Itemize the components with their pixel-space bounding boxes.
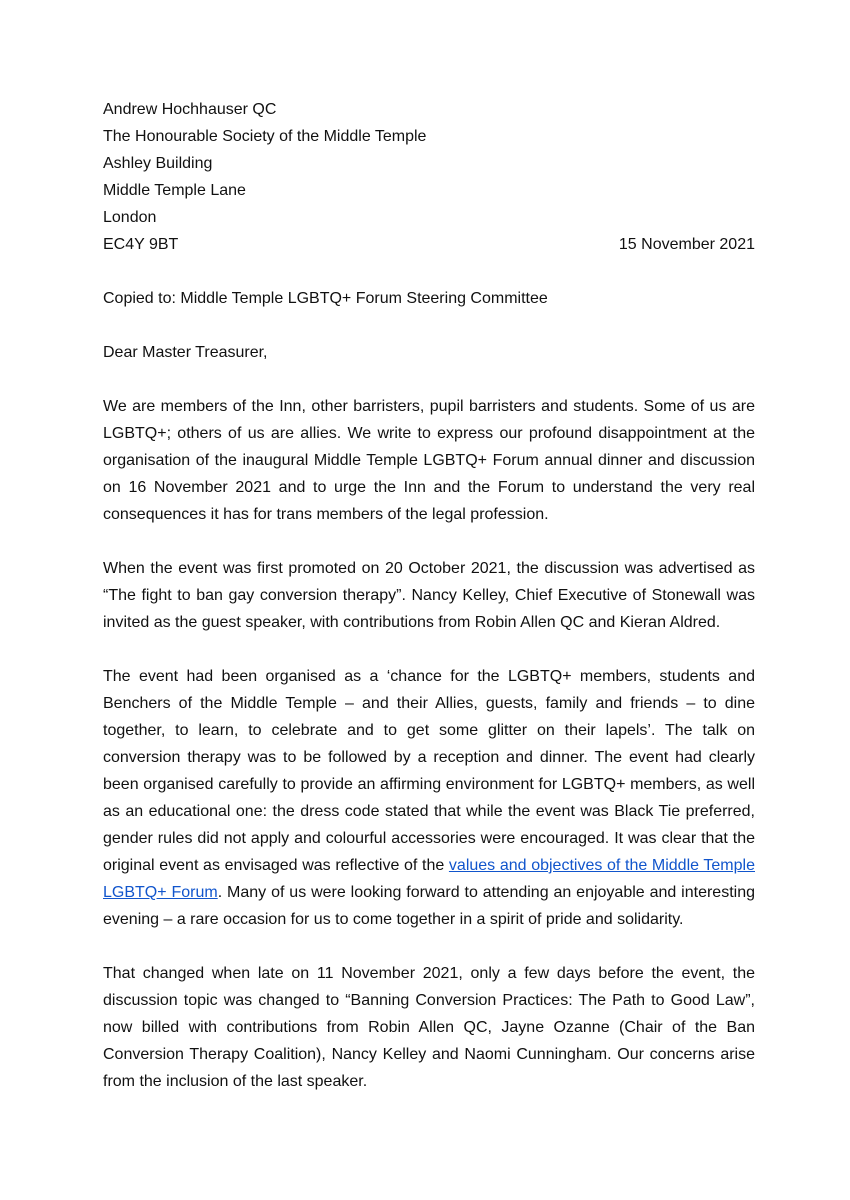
paragraph-3-text-start: The event had been organised as a ‘chance for the LGBTQ+ members, students and Benchers of the Middle Temple – and their Allies, guests, family and friends – to dine together, to learn, to celebrate and to get some glitter on their lapels’. The talk on conversion therapy was to be followed by a reception and dinner. The event had clearly been organised carefully to provide an affirming environment for LGBTQ+ members, as well as an educational one: the dress code stated that while the event was Black Tie preferred, gender rules did not apply and colourful accessories were encouraged. It was clear that the original event as envisaged was reflective of the [103, 668, 755, 874]
recipient-address [103, 96, 755, 258]
forum-values-link[interactable]: values and objectives of the Middle Temple LGBTQ+ Forum [103, 857, 755, 901]
paragraph-1: We are members of the Inn, other barristers, pupil barristers and students. Some of us are LGBTQ+; others of us are allies. We write to express our profound disappointment at the organisation of the inaugural Middle Temple LGBTQ+ Forum annual dinner and discussion on 16 November 2021 and to urge the Inn and the Forum to understand the very real consequences it has for trans members of the legal profession. [103, 398, 755, 523]
recipient-building: Ashley Building [103, 155, 213, 172]
paragraph-3 [103, 663, 755, 933]
paragraph-2: When the event was first promoted on 20 October 2021, the discussion was advertised as “The fight to ban gay conversion therapy”. Nancy Kelley, Chief Executive of Stonewall was invited as the guest speaker, with contributions from Robin Allen QC and Kieran Aldred. [103, 560, 755, 631]
postcode-date-row [103, 231, 755, 258]
letter-page [103, 96, 755, 1095]
copied-to-line: Copied to: Middle Temple LGBTQ+ Forum Steering Committee [103, 290, 548, 307]
recipient-name: Andrew Hochhauser QC [103, 101, 277, 118]
salutation: Dear Master Treasurer, [103, 344, 268, 361]
recipient-postcode: EC4Y 9BT [103, 236, 179, 253]
letter-body [103, 393, 755, 1095]
paragraph-4: That changed when late on 11 November 2021, only a few days before the event, the discussion topic was changed to “Banning Conversion Practices: The Path to Good Law”, now billed with contributions from Robin Allen QC, Jayne Ozanne (Chair of the Ban Conversion Therapy Coalition), Nancy Kelley and Naomi Cunningham. Our concerns arise from the inclusion of the last speaker. [103, 965, 755, 1090]
paragraph-3-text-end: . Many of us were looking forward to attending an enjoyable and interesting evening – a rare occasion for us to come together in a spirit of pride and solidarity. [103, 884, 755, 928]
recipient-organisation: The Honourable Society of the Middle Temple [103, 128, 427, 145]
recipient-city: London [103, 209, 157, 226]
letter-date: 15 November 2021 [618, 236, 755, 253]
recipient-street: Middle Temple Lane [103, 182, 246, 199]
